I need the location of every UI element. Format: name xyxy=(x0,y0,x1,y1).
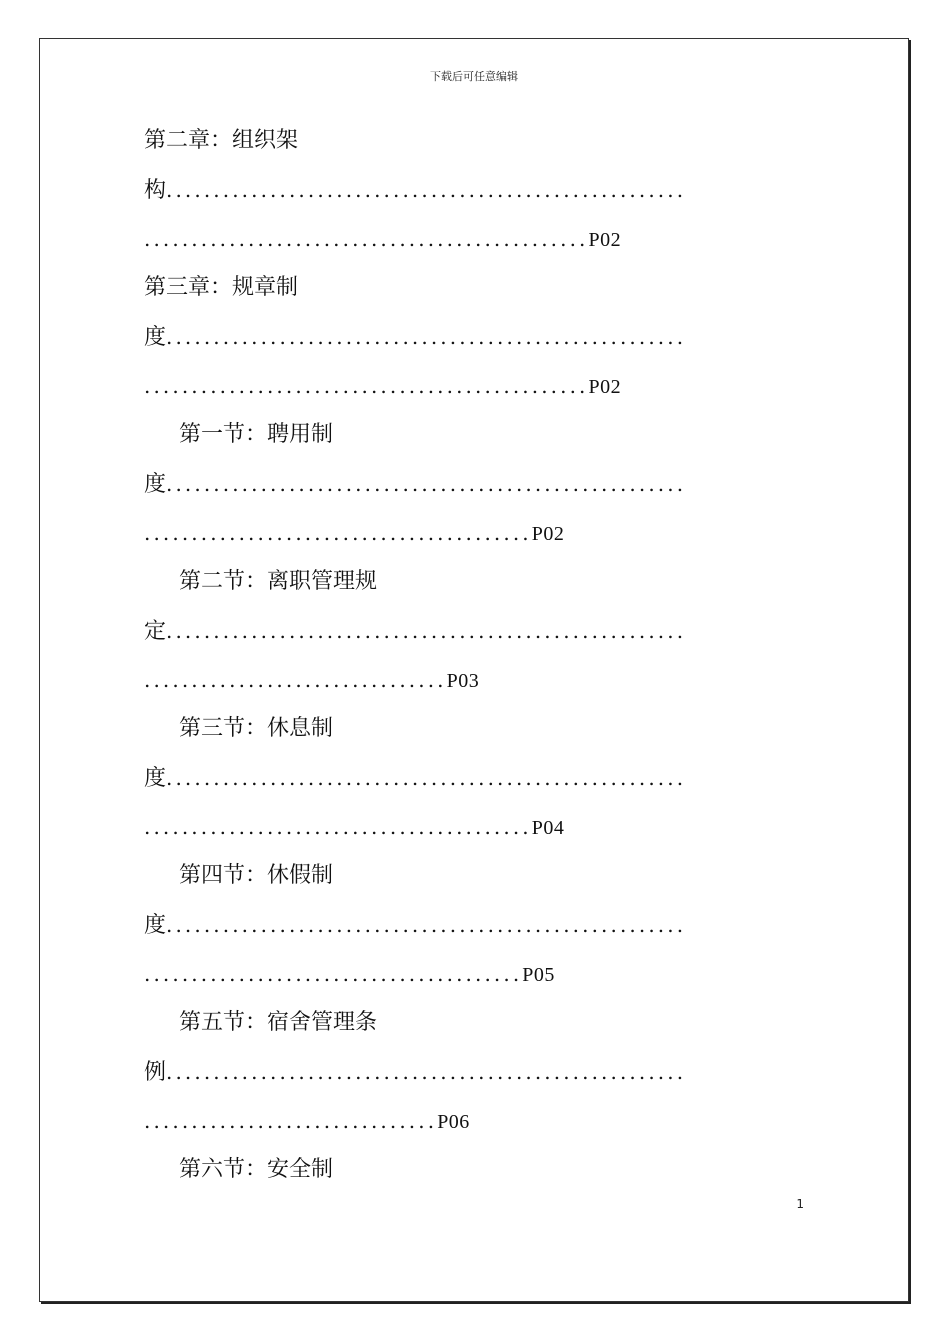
toc-dot-leader: ............................................... xyxy=(144,227,589,251)
page-number: 1 xyxy=(796,1197,804,1211)
toc-page-number: P06 xyxy=(437,1111,470,1133)
toc-dot-leader: ............................... xyxy=(144,1109,438,1133)
toc-continuation-char: 定 xyxy=(144,619,167,644)
toc-entry-page-line xyxy=(144,956,804,1005)
toc-title-text: 第三章：规章制 xyxy=(144,275,299,300)
toc-entry-title[interactable] xyxy=(144,711,804,760)
toc-entry-page-line xyxy=(144,221,804,270)
toc-dot-leader: ....................................................... xyxy=(166,178,687,202)
toc-entry-leader-line xyxy=(144,1054,804,1103)
toc-entry-title[interactable] xyxy=(144,1152,804,1201)
toc-entry-leader-line xyxy=(144,760,804,809)
toc-dot-leader: ................................ xyxy=(144,668,447,692)
toc-dot-leader: ....................................................... xyxy=(166,325,687,349)
toc-continuation-char: 度 xyxy=(144,913,167,938)
toc-page-number: P05 xyxy=(522,964,555,986)
toc-continuation-char: 度 xyxy=(144,325,167,350)
toc-page-number: P04 xyxy=(531,817,565,839)
toc-entry-leader-line xyxy=(144,613,804,662)
toc-dot-leader: ............................................... xyxy=(144,374,589,398)
toc-entry-title[interactable] xyxy=(144,1005,804,1054)
document-page xyxy=(39,38,909,1302)
toc-dot-leader: ....................................................... xyxy=(166,1060,687,1084)
toc-title-text: 第一节：聘用制 xyxy=(179,422,334,447)
toc-dot-leader: ........................................ xyxy=(144,962,523,986)
toc-entry-leader-line xyxy=(144,907,804,956)
toc-entry-title[interactable] xyxy=(144,564,804,613)
toc-page-number: P02 xyxy=(588,376,622,398)
toc-title-text: 第四节：休假制 xyxy=(179,863,334,888)
page-header: 下载后可任意编辑 xyxy=(430,70,518,83)
toc-entry-page-line xyxy=(144,1103,804,1152)
toc-entry-page-line xyxy=(144,809,804,858)
toc-dot-leader: ....................................................... xyxy=(166,913,687,937)
toc-title-text: 第五节：宿舍管理条 xyxy=(179,1010,378,1035)
toc-entry-leader-line xyxy=(144,319,804,368)
toc-page-number: P02 xyxy=(588,229,622,251)
toc-entry-leader-line xyxy=(144,172,804,221)
toc-entry-page-line xyxy=(144,515,804,564)
toc-dot-leader: ....................................................... xyxy=(166,472,687,496)
toc-entry-page-line xyxy=(144,368,804,417)
toc-title-text: 第三节：休息制 xyxy=(179,716,334,741)
toc-title-text: 第二章：组织架 xyxy=(144,128,299,153)
toc-page-number: P02 xyxy=(531,523,565,545)
toc-entry-title[interactable] xyxy=(144,417,804,466)
toc-dot-leader: ......................................... xyxy=(144,521,532,545)
toc-dot-leader: ....................................................... xyxy=(166,619,687,643)
toc-title-text: 第六节：安全制 xyxy=(179,1157,334,1182)
toc-page-number: P03 xyxy=(446,670,480,692)
toc-continuation-char: 例 xyxy=(144,1060,167,1085)
table-of-contents xyxy=(144,123,804,1201)
toc-dot-leader: ......................................... xyxy=(144,815,532,839)
toc-entry-leader-line xyxy=(144,466,804,515)
toc-entry-title[interactable] xyxy=(144,270,804,319)
toc-entry-title[interactable] xyxy=(144,858,804,907)
toc-title-text: 第二节：离职管理规 xyxy=(179,569,378,594)
toc-continuation-char: 度 xyxy=(144,472,167,497)
toc-dot-leader: ....................................................... xyxy=(166,766,687,790)
toc-entry-page-line xyxy=(144,662,804,711)
toc-continuation-char: 构 xyxy=(144,178,167,203)
toc-entry-title[interactable] xyxy=(144,123,804,172)
toc-continuation-char: 度 xyxy=(144,766,167,791)
